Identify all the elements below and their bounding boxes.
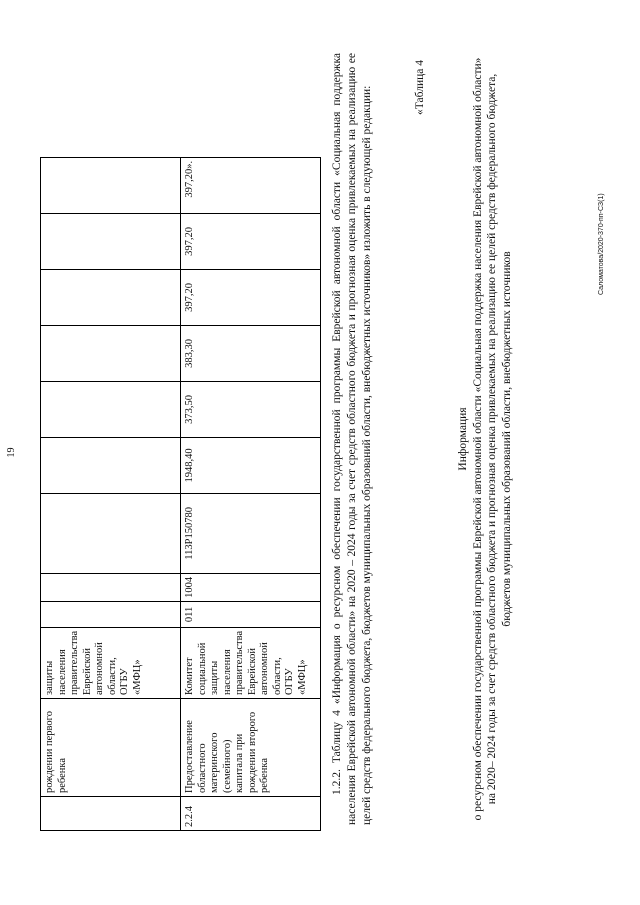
cell-name: Предоставление областного материнского (семейного) капитала при рождении второго ребенка (181, 699, 321, 797)
table-row (181, 157, 321, 830)
cell-csr (41, 493, 181, 573)
cell-2022 (41, 269, 181, 325)
cell-total (41, 437, 181, 493)
cell-num: 2.2.4 (181, 797, 321, 831)
footer-code: Саломатова/2020-370-пп-СЗ(1) (598, 193, 605, 295)
page-number: 19 (6, 447, 17, 458)
cell-name: рождении первого ребенка (41, 699, 181, 797)
cell-csr: 113Р150780 (181, 493, 321, 573)
resource-table (40, 157, 321, 831)
heading-text: о ресурсном обеспечении государственной программы Еврейской автономной области «Социальная поддержка населения Еврейской автономной области» на 2020– 2024 годы за счет средств областного бюджета и прогнозная оценка привлекаемых на реализацию ее целей средств федерального бюджета, бюджетов муниципальных образований области, внебюджетных источников (471, 57, 513, 821)
cell-rz: 1004 (181, 573, 321, 601)
cell-2022: 397,20 (181, 269, 321, 325)
cell-2021 (41, 325, 181, 381)
amendment-text: 1.2.2. Таблицу 4 «Информация о ресурсном обеспечении государственной программы Еврейской автономной области «Социальная поддержка населения Еврейской автономной области» на 2020 – 2024 годы за счет средств областного бюджета и прогнозная оценка привлекаемых на реализацию ее целей средств федерального бюджета, бюджетов муниципальных образований области, внебюджетных источников» изложить в следующей редакции: (331, 53, 373, 825)
cell-2024: 397,20». (181, 157, 321, 213)
cell-num (41, 797, 181, 831)
heading-title: Информация (457, 407, 469, 471)
cell-2021: 383,30 (181, 325, 321, 381)
cell-2020 (41, 381, 181, 437)
cell-2024 (41, 157, 181, 213)
amendment-paragraph (330, 53, 375, 825)
table-reference: «Таблица 4 (414, 60, 426, 115)
cell-rz (41, 573, 181, 601)
cell-executor: защиты населения правительства Еврейской автономной области, ОГБУ «МФЦ» (41, 627, 181, 698)
cell-2020: 373,50 (181, 381, 321, 437)
cell-executor: Комитет социальной защиты населения правительства Еврейской автономной области, ОГБУ «МФЦ» (181, 627, 321, 698)
table-heading (456, 53, 514, 825)
cell-2023: 397,20 (181, 213, 321, 269)
cell-total: 1948,40 (181, 437, 321, 493)
cell-grbs (41, 601, 181, 627)
table-row (41, 157, 181, 830)
cell-grbs: 011 (181, 601, 321, 627)
cell-2023 (41, 213, 181, 269)
